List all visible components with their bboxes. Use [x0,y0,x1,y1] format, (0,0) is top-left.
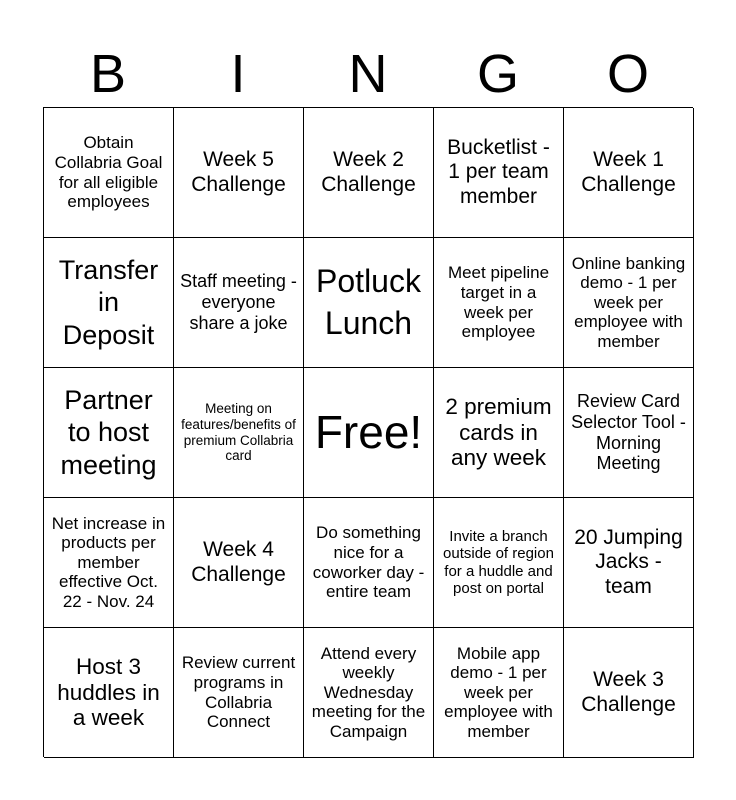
bingo-header [43,40,693,108]
bingo-cell[interactable]: Week 3 Challenge [564,628,694,758]
bingo-cell[interactable]: Bucketlist - 1 per team member [434,108,564,238]
bingo-board [43,107,693,757]
bingo-cell[interactable]: Review current programs in Collabria Connect [174,628,304,758]
bingo-cell[interactable]: Week 2 Challenge [304,108,434,238]
bingo-cell[interactable]: 2 premium cards in any week [434,368,564,498]
header-letter-i: I [230,44,246,104]
header-letter-b: B [89,44,127,104]
header-letter-n: N [348,44,388,104]
bingo-cell[interactable]: Meet pipeline target in a week per employee [434,238,564,368]
bingo-cell[interactable]: Obtain Collabria Goal for all eligible employees [44,108,174,238]
bingo-cell[interactable]: Partner to host meeting [44,368,174,498]
bingo-cell[interactable]: Staff meeting - everyone share a joke [174,238,304,368]
header-letter-o: O [606,44,649,104]
bingo-cell[interactable]: Mobile app demo - 1 per week per employee with member [434,628,564,758]
bingo-cell[interactable]: Potluck Lunch [304,238,434,368]
bingo-cell[interactable]: Week 4 Challenge [174,498,304,628]
bingo-cell[interactable]: Host 3 huddles in a week [44,628,174,758]
bingo-cell[interactable]: Do something nice for a coworker day - entire team [304,498,434,628]
bingo-cell-free[interactable]: Free! [304,368,434,498]
bingo-cell[interactable]: Invite a branch outside of region for a huddle and post on portal [434,498,564,628]
bingo-cell[interactable]: Online banking demo - 1 per week per employee with member [564,238,694,368]
bingo-cell[interactable]: Week 5 Challenge [174,108,304,238]
bingo-cell[interactable]: Week 1 Challenge [564,108,694,238]
bingo-cell[interactable]: Meeting on features/benefits of premium Collabria card [174,368,304,498]
bingo-cell[interactable]: Net increase in products per member effective Oct. 22 - Nov. 24 [44,498,174,628]
bingo-cell[interactable]: 20 Jumping Jacks - team [564,498,694,628]
header-letter-g: G [476,44,519,104]
bingo-cell[interactable]: Review Card Selector Tool - Morning Meeting [564,368,694,498]
bingo-cell[interactable]: Transfer in Deposit [44,238,174,368]
bingo-cell[interactable]: Attend every weekly Wednesday meeting for the Campaign [304,628,434,758]
